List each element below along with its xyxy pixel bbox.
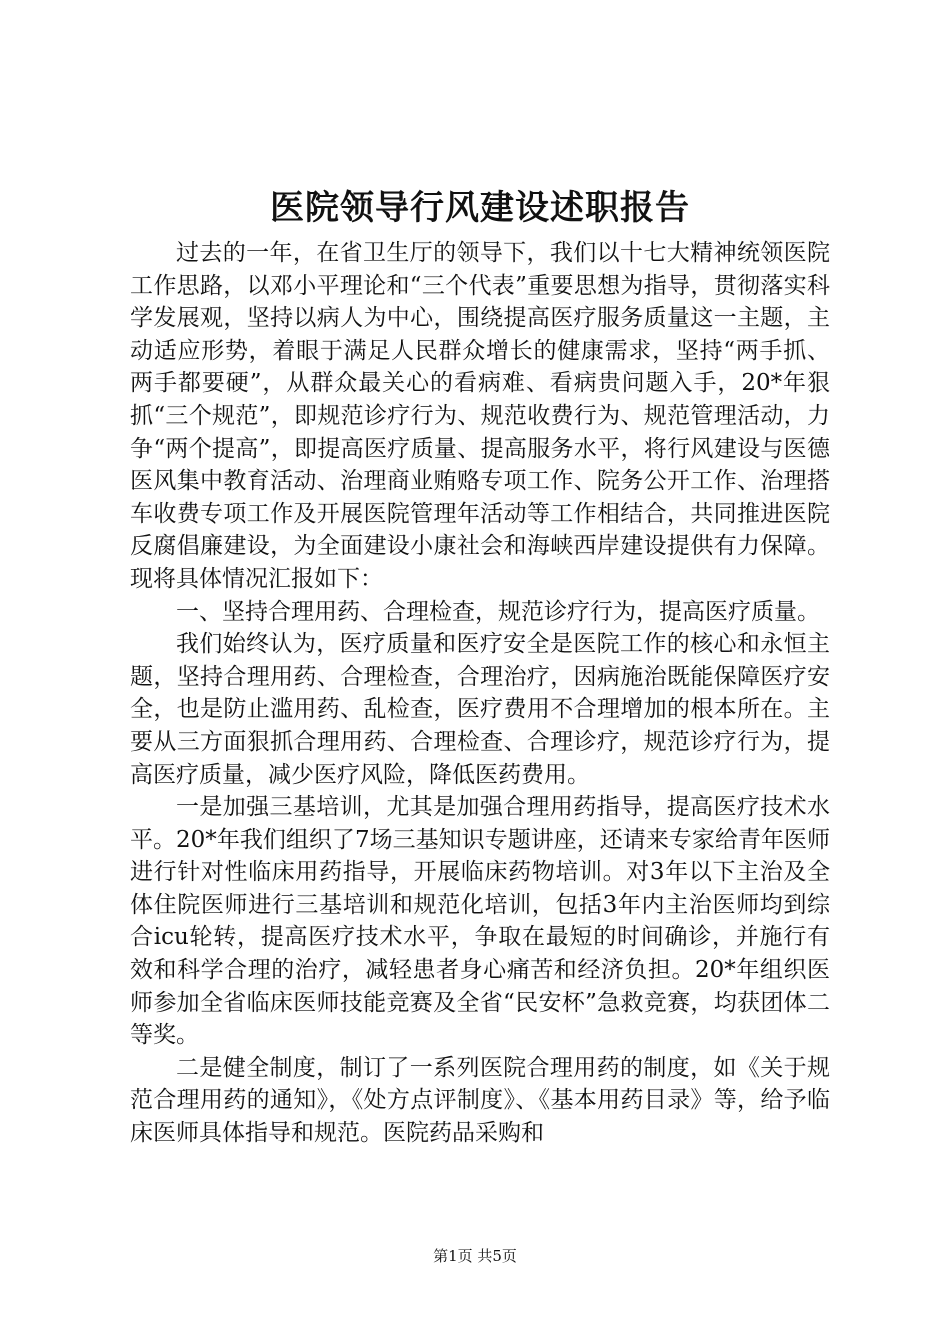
paragraph-intro: 过去的一年，在省卫生厅的领导下，我们以十七大精神统领医院工作思路，以邓小平理论和“三个代表”重要思想为指导，贯彻落实科学发展观，坚持以病人为中心，围绕提高医疗服务质量这一主题，主动适应形势，着眼于满足人民群众增长的健康需求，坚持“两手抓、两手都要硬”，从群众最关心的看病难、看病贵问题入手，20*年狠抓“三个规范”，即规范诊疗行为、规范收费行为、规范管理活动，力争“两个提高”，即提高医疗质量、提高服务水平，将行风建设与医德医风集中教育活动、治理商业贿赂专项工作、院务公开工作、治理搭车收费专项工作及开展医院管理年活动等工作相结合，共同推进医院反腐倡廉建设，为全面建设小康社会和海峡西岸建设提供有力保障。现将具体情况汇报如下：	[130, 240, 830, 592]
document-title: 医院领导行风建设述职报告	[270, 188, 690, 228]
paragraph-quality: 我们始终认为，医疗质量和医疗安全是医院工作的核心和永恒主题，坚持合理用药、合理检查，合理治疗，因病施治既能保障医疗安全，也是防止滥用药、乱检查，医疗费用不合理增加的根本所在。主要从三方面狠抓合理用药、合理检查、合理诊疗，规范诊疗行为，提高医疗质量，减少医疗风险，降低医药费用。	[130, 631, 830, 788]
page-footer	[0, 1246, 950, 1266]
page-indicator: 第1页 共5页	[433, 1247, 517, 1265]
paragraph-regulations: 二是健全制度，制订了一系列医院合理用药的制度，如《关于规范合理用药的通知》，《处方点评制度》、《基本用药目录》等，给予临床医师具体指导和规范。医院药品采购和	[130, 1054, 830, 1147]
section-heading-1: 一、坚持合理用药、合理检查，规范诊疗行为，提高医疗质量。	[176, 598, 820, 625]
document-body	[130, 237, 830, 1150]
paragraph-training: 一是加强三基培训，尤其是加强合理用药指导，提高医疗技术水平。20*年我们组织了7场三基知识专题讲座，还请来专家给青年医师进行针对性临床用药指导，开展临床药物培训。对3年以下主治及全体住院医师进行三基培训和规范化培训，包括3年内主治医师均到综合icu轮转，提高医疗技术水平，争取在最短的时间确诊，并施行有效和科学合理的治疗，减轻患者身心痛苦和经济负担。20*年组织医师参加全省临床医师技能竞赛及全省“民安杯”急救竞赛，均获团体二等奖。	[130, 794, 830, 1049]
